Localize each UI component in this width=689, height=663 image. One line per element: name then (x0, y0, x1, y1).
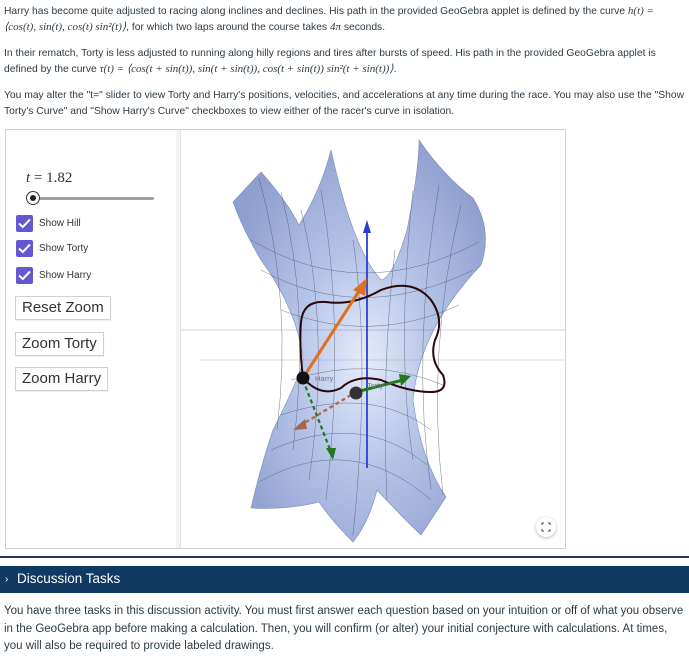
show-hill-checkbox[interactable]: Show Hill (16, 214, 81, 232)
torty-point-label: Torty (367, 381, 384, 390)
t-slider-track[interactable] (31, 197, 154, 200)
harry-curve-formula: h(t) = ⟨cos(t), sin(t), cos(t) sin²(t)⟩ (4, 5, 654, 33)
show-harry-checkbox[interactable]: Show Harry (16, 266, 91, 284)
zoom-torty-button[interactable]: Zoom Torty (15, 332, 104, 356)
applet-control-panel (6, 130, 177, 548)
3d-graphics-view[interactable] (181, 130, 565, 548)
section-divider (0, 556, 689, 558)
discussion-tasks-header[interactable] (0, 566, 689, 593)
torty-point[interactable] (350, 387, 363, 400)
harry-point-label: Harry (315, 374, 334, 383)
intro-paragraph-torty: In their rematch, Torty is less adjusted to running along hilly regions and tires after bursts of speed. His path in the provided GeoGebra applet is defined by the curve τ(t) = ⟨cos(t + sin(t)), sin(t + sin(t)), cos(t + sin(t)) sin²(t + sin(t))⟩. (4, 48, 656, 75)
lap-time-formula: 4π (329, 20, 341, 33)
intro-paragraph-instructions: You may alter the "t=" slider to view Torty and Harry's positions, velocities, and accelerations at any time during the race. You may also use the "Show Torty's Curve" and "Show Harry's Curve" checkboxes to view either of the racer's curve in isolation. (4, 90, 685, 117)
discussion-body: You have three tasks in this discussion activity. You must first answer each question based on your intuition or off of what you observe in the GeoGebra app before making a calculation. Then, you will confirm (or alter) your initial conjecture with calculations. At times, you will also be required to provide labeled drawings. (4, 605, 684, 652)
fullscreen-button[interactable] (536, 517, 556, 537)
collapse-chevron-icon[interactable]: › (5, 574, 9, 585)
show-torty-checkbox[interactable]: Show Torty (16, 239, 88, 257)
t-slider-handle[interactable] (26, 191, 40, 205)
intro-paragraph-harry: Harry has become quite adjusted to racing along inclines and declines. His path in the provided GeoGebra applet is defined by the curve h(t) = ⟨cos(t), sin(t), cos(t) sin²(t)⟩, for which two laps around the course takes 4π seconds. (4, 5, 654, 33)
z-axis-arrow (363, 220, 371, 233)
zoom-harry-button[interactable]: Zoom Harry (15, 367, 108, 391)
fullscreen-icon (536, 517, 556, 537)
checkbox-checked-icon[interactable] (16, 267, 33, 284)
torty-curve-formula: τ(t) = ⟨cos(t + sin(t)), sin(t + sin(t)), cos(t + sin(t)) sin²(t + sin(t))⟩ (99, 62, 394, 75)
reset-zoom-button[interactable]: Reset Zoom (15, 296, 111, 320)
checkbox-checked-icon[interactable] (16, 215, 33, 232)
harry-point[interactable] (297, 372, 310, 385)
hill-surface (233, 140, 486, 542)
checkbox-checked-icon[interactable] (16, 240, 33, 257)
slider-label: t = 1.82 (26, 170, 73, 186)
geogebra-applet[interactable] (5, 129, 566, 549)
discussion-tasks-title: Discussion Tasks (17, 571, 121, 586)
